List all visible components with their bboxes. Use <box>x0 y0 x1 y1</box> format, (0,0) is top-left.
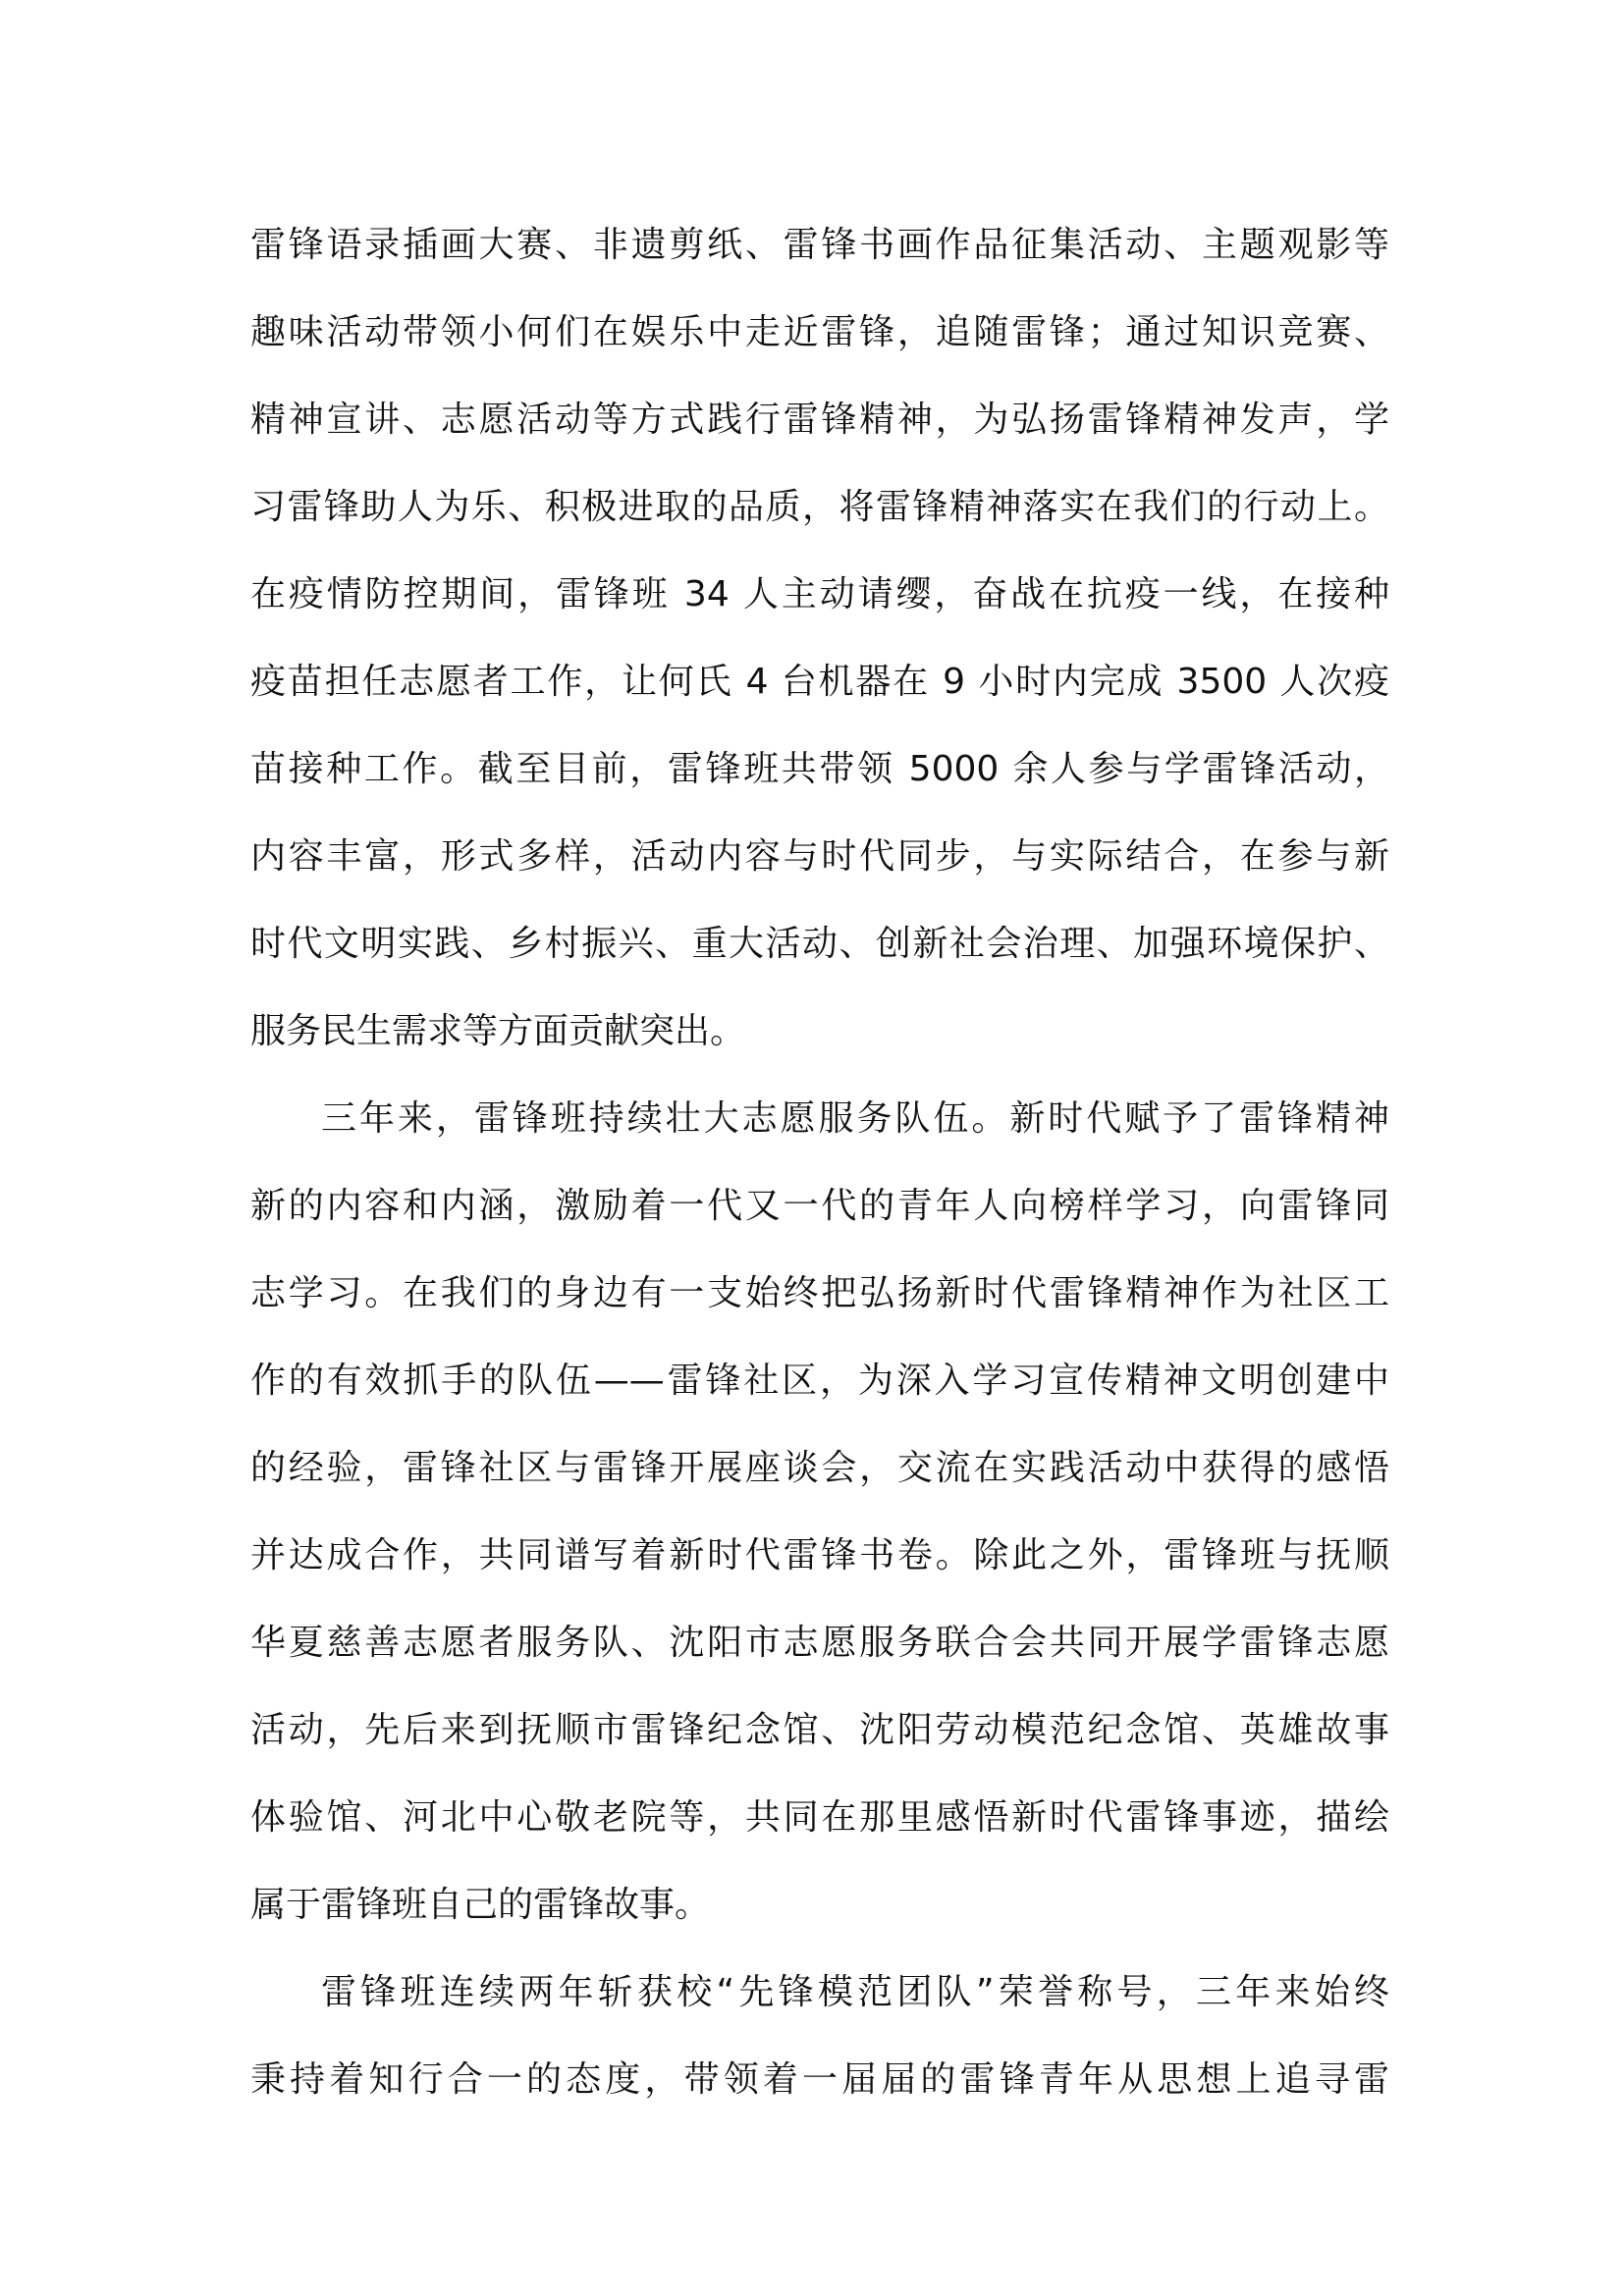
text-line: 时代文明实践、乡村振兴、重大活动、创新社会治理、加强环境保护、 <box>250 924 1389 964</box>
text-line: 志学习。在我们的身边有一支始终把弘扬新时代雷锋精神作为社区工 <box>250 1273 1389 1313</box>
text-line: 并达成合作，共同谱写着新时代雷锋书卷。除此之外，雷锋班与抚顺 <box>250 1535 1389 1575</box>
text-line: 习雷锋助人为乐、积极进取的品质，将雷锋精神落实在我们的行动上。 <box>250 487 1389 527</box>
text-line: 华夏慈善志愿者服务队、沈阳市志愿服务联合会共同开展学雷锋志愿 <box>250 1623 1389 1663</box>
text-line: 苗接种工作。截至目前，雷锋班共带领 5000 余人参与学雷锋活动， <box>250 749 1389 789</box>
text-line: 属于雷锋班自己的雷锋故事。 <box>250 1885 711 1925</box>
text-line: 在疫情防控期间，雷锋班 34 人主动请缨，奋战在抗疫一线，在接种 <box>250 574 1389 614</box>
text-line: 活动，先后来到抚顺市雷锋纪念馆、沈阳劳动模范纪念馆、英雄故事 <box>250 1710 1389 1750</box>
text-line: 疫苗担任志愿者工作，让何氏 4 台机器在 9 小时内完成 3500 人次疫 <box>250 662 1389 702</box>
text-line: 作的有效抓手的队伍——雷锋社区，为深入学习宣传精神文明创建中 <box>250 1361 1389 1401</box>
text-line: 雷锋班连续两年斩获校“先锋模范团队”荣誉称号，三年来始终 <box>321 1972 1389 2012</box>
text-line: 秉持着知行合一的态度，带领着一届届的雷锋青年从思想上追寻雷 <box>250 2059 1389 2100</box>
text-line: 趣味活动带领小何们在娱乐中走近雷锋，追随雷锋；通过知识竞赛、 <box>250 312 1389 352</box>
text-line: 内容丰富，形式多样，活动内容与时代同步，与实际结合，在参与新 <box>250 836 1389 877</box>
text-line: 新的内容和内涵，激励着一代又一代的青年人向榜样学习，向雷锋同 <box>250 1186 1389 1226</box>
text-line: 三年来，雷锋班持续壮大志愿服务队伍。新时代赋予了雷锋精神 <box>321 1098 1389 1139</box>
text-line: 雷锋语录插画大赛、非遗剪纸、雷锋书画作品征集活动、主题观影等 <box>250 225 1389 265</box>
text-line: 服务民生需求等方面贡献突出。 <box>250 1011 746 1051</box>
text-line: 的经验，雷锋社区与雷锋开展座谈会，交流在实践活动中获得的感悟 <box>250 1448 1389 1488</box>
text-line: 精神宣讲、志愿活动等方式践行雷锋精神，为弘扬雷锋精神发声，学 <box>250 400 1389 440</box>
text-line: 体验馆、河北中心敬老院等，共同在那里感悟新时代雷锋事迹，描绘 <box>250 1797 1389 1838</box>
